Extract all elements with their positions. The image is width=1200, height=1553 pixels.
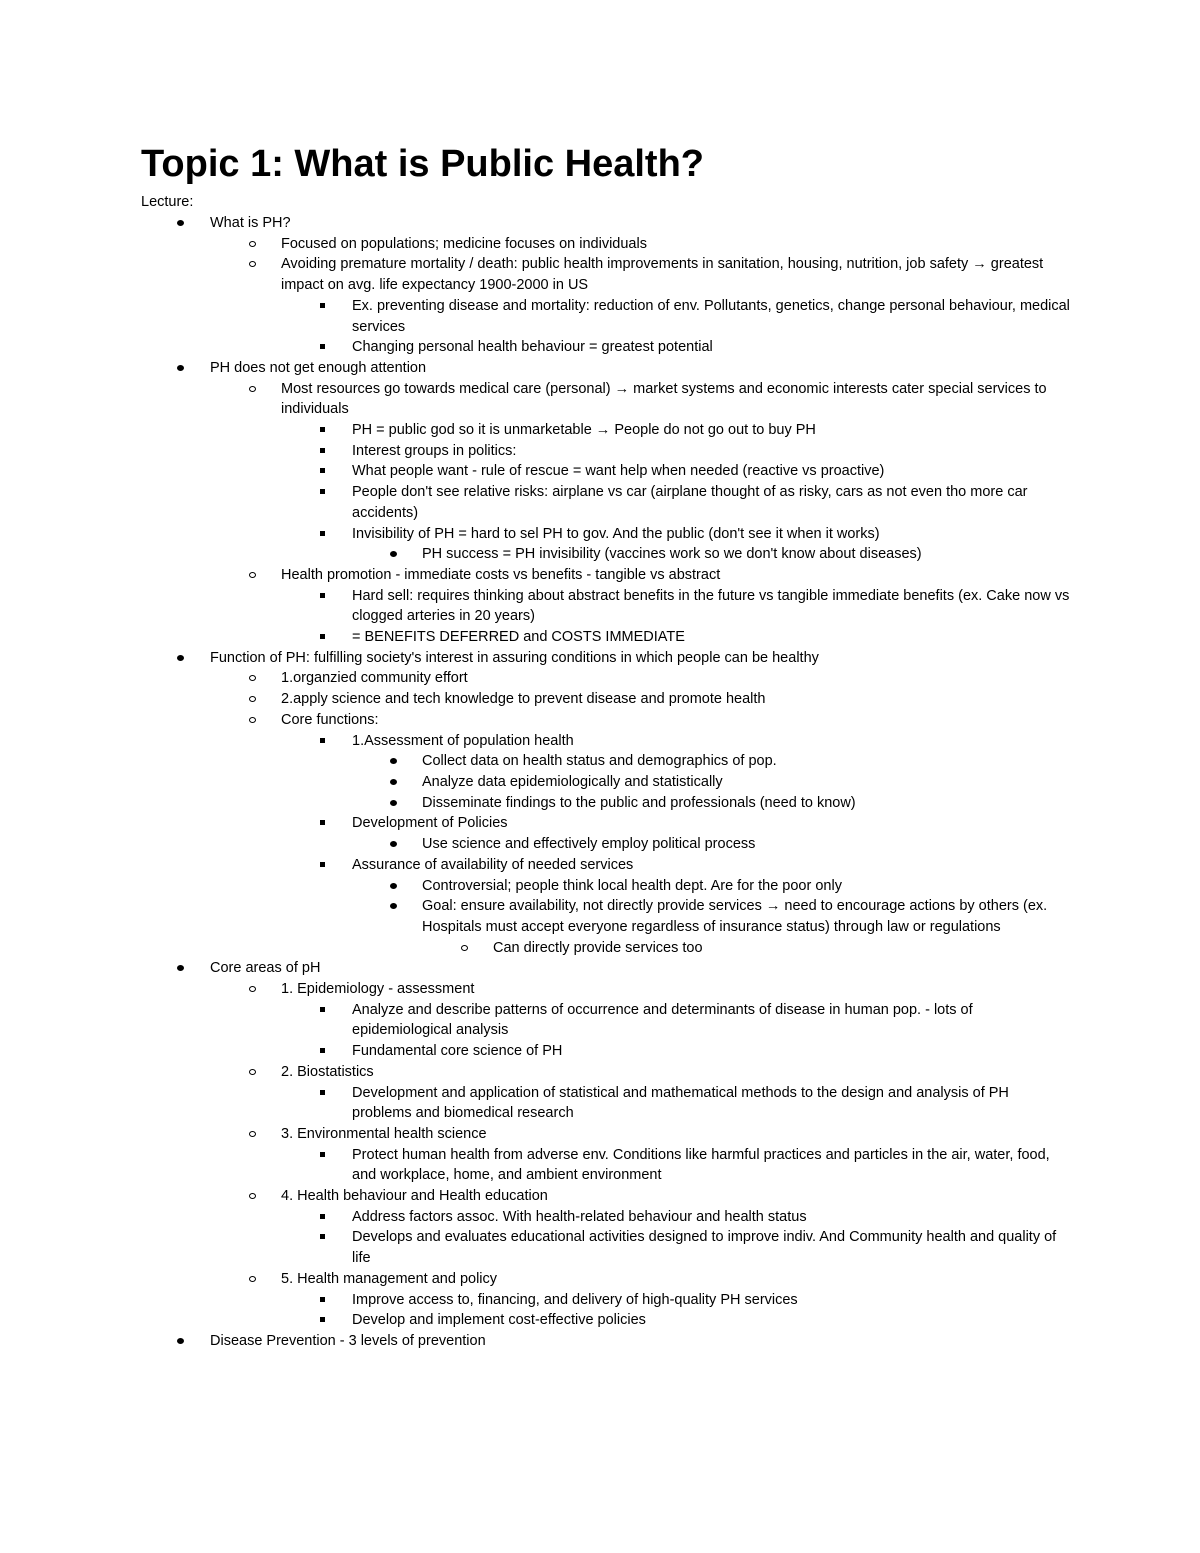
outline-item-text: PH success = PH invisibility (vaccines work so we don't know about diseases) (422, 546, 922, 563)
outline-item-text: = BENEFITS DEFERRED and COSTS IMMEDIATE (352, 629, 685, 646)
outline-item (0, 1310, 1200, 1331)
outline-item-text: Develop and implement cost-effective policies (352, 1312, 646, 1329)
hollow-circle-bullet-icon (246, 1269, 262, 1290)
outline-item (0, 1331, 1200, 1352)
square-bullet-icon (316, 524, 332, 545)
outline-item (0, 586, 1200, 627)
square-bullet-icon (316, 855, 332, 876)
filled-circle-bullet-icon (387, 834, 403, 855)
outline-item (0, 668, 1200, 689)
outline-item-text: 1. Epidemiology - assessment (281, 981, 475, 998)
square-bullet-icon (316, 1290, 332, 1311)
outline-item-text: Controversial; people think local health dept. Are for the poor only (422, 877, 842, 894)
outline-item (0, 938, 1200, 959)
outline-item (0, 379, 1200, 420)
filled-circle-bullet-icon (387, 544, 403, 565)
page-title: Topic 1: What is Public Health? (141, 143, 705, 185)
outline-item (0, 1041, 1200, 1062)
outline-item-text: People don't see relative risks: airplane vs car (airplane thought of as risky, cars as not even tho more car accidents) (352, 484, 1028, 521)
outline-item (0, 772, 1200, 793)
outline-item (0, 1290, 1200, 1311)
square-bullet-icon (316, 441, 332, 462)
filled-circle-bullet-icon (387, 876, 403, 897)
outline-item-text: 2.apply science and tech knowledge to prevent disease and promote health (281, 691, 766, 708)
outline-item-text: Avoiding premature mortality / death: public health improvements in sanitation, housing, nutrition, job safety → greatest impact on avg. life expectancy 1900-2000 in US (281, 256, 1044, 294)
outline-item (0, 958, 1200, 979)
outline-item-text: Disease Prevention - 3 levels of prevention (210, 1332, 486, 1349)
filled-circle-bullet-icon (174, 358, 190, 379)
square-bullet-icon (316, 586, 332, 607)
square-bullet-icon (316, 1207, 332, 1228)
outline-item (0, 461, 1200, 482)
hollow-circle-bullet-icon (246, 979, 262, 1000)
hollow-circle-bullet-icon (246, 1062, 262, 1083)
outline-item-text: PH does not get enough attention (210, 359, 427, 376)
hollow-circle-bullet-icon (246, 1124, 262, 1145)
outline-item-text: Analyze and describe patterns of occurrence and determinants of disease in human pop. - lots of epidemiological analysis (352, 1001, 973, 1039)
outline-item (0, 234, 1200, 255)
filled-circle-bullet-icon (174, 1331, 190, 1352)
outline-item-text: Most resources go towards medical care (personal) → market systems and economic interests cater special services to individuals (281, 380, 1047, 418)
square-bullet-icon (316, 731, 332, 752)
outline-item-text: 4. Health behaviour and Health education (281, 1188, 548, 1205)
outline-item-text: Develops and evaluates educational activities designed to improve indiv. And Community health and quality of life (352, 1229, 1057, 1267)
outline-item-text: Analyze data epidemiologically and statistically (422, 773, 723, 790)
hollow-circle-bullet-icon (246, 254, 262, 275)
filled-circle-bullet-icon (387, 793, 403, 814)
filled-circle-bullet-icon (174, 648, 190, 669)
outline-item-text: Focused on populations; medicine focuses on individuals (281, 235, 647, 252)
square-bullet-icon (316, 1041, 332, 1062)
notes-outline (0, 213, 1200, 1352)
outline-item-text: Development and application of statistical and mathematical methods to the design and analysis of PH problems and biomedical research (352, 1084, 1009, 1122)
outline-item-text: 1.Assessment of population health (352, 732, 574, 749)
hollow-circle-bullet-icon (246, 710, 262, 731)
outline-item (0, 813, 1200, 834)
filled-circle-bullet-icon (174, 213, 190, 234)
hollow-circle-bullet-icon (246, 565, 262, 586)
outline-item (0, 296, 1200, 337)
outline-item-text: Address factors assoc. With health-related behaviour and health status (352, 1208, 807, 1225)
outline-item (0, 751, 1200, 772)
square-bullet-icon (316, 1000, 332, 1021)
outline-item (0, 482, 1200, 523)
square-bullet-icon (316, 461, 332, 482)
hollow-circle-bullet-icon (246, 379, 262, 400)
outline-item-text: Protect human health from adverse env. Conditions like harmful practices and particles in the air, water, food, and workplace, home, and ambient environment (352, 1146, 1050, 1184)
outline-item-text: Improve access to, financing, and delivery of high-quality PH services (352, 1291, 798, 1308)
square-bullet-icon (316, 1083, 332, 1104)
outline-item (0, 254, 1200, 295)
outline-item (0, 1269, 1200, 1290)
square-bullet-icon (316, 482, 332, 503)
filled-circle-bullet-icon (174, 958, 190, 979)
outline-item (0, 710, 1200, 731)
outline-item (0, 524, 1200, 545)
square-bullet-icon (316, 813, 332, 834)
outline-item-text: Collect data on health status and demographics of pop. (422, 753, 777, 770)
square-bullet-icon (316, 337, 332, 358)
outline-item-text: Core areas of pH (210, 960, 321, 977)
outline-item-text: Interest groups in politics: (352, 442, 517, 459)
outline-item-text: Disseminate findings to the public and professionals (need to know) (422, 794, 856, 811)
hollow-circle-bullet-icon (246, 668, 262, 689)
square-bullet-icon (316, 1145, 332, 1166)
outline-item-text: Core functions: (281, 711, 379, 728)
outline-item-text: What is PH? (210, 215, 291, 231)
filled-circle-bullet-icon (387, 896, 403, 917)
outline-item-text: 1.organzied community effort (281, 670, 468, 687)
outline-item (0, 544, 1200, 565)
outline-item (0, 689, 1200, 710)
hollow-circle-bullet-icon (246, 1186, 262, 1207)
outline-item-text: Can directly provide services too (493, 939, 703, 956)
outline-item-text: Goal: ensure availability, not directly provide services → need to encourage actions by others (ex. Hospitals must accept everyone regardless of insurance status) through law or regulations (422, 898, 1048, 935)
outline-item-text: Fundamental core science of PH (352, 1043, 563, 1060)
outline-item-text: Hard sell: requires thinking about abstract benefits in the future vs tangible immediate benefits (ex. Cake now vs clogged arteries in 20 years) (352, 587, 1070, 625)
outline-item (0, 213, 1200, 234)
square-bullet-icon (316, 1227, 332, 1248)
outline-item (0, 441, 1200, 462)
outline-item-text: Use science and effectively employ political process (422, 836, 756, 853)
filled-circle-bullet-icon (387, 751, 403, 772)
outline-item-text: Assurance of availability of needed services (352, 856, 634, 873)
outline-item (0, 1000, 1200, 1041)
outline-item (0, 855, 1200, 876)
outline-item (0, 358, 1200, 379)
outline-item-text: Health promotion - immediate costs vs benefits - tangible vs abstract (281, 566, 721, 583)
outline-item (0, 876, 1200, 897)
outline-item (0, 731, 1200, 752)
square-bullet-icon (316, 1310, 332, 1331)
outline-item (0, 1124, 1200, 1145)
outline-item (0, 834, 1200, 855)
outline-item (0, 1145, 1200, 1186)
hollow-circle-bullet-icon (246, 689, 262, 710)
outline-item-text: Invisibility of PH = hard to sel PH to gov. And the public (don't see it when it works) (352, 525, 880, 542)
outline-item (0, 896, 1200, 937)
outline-item (0, 979, 1200, 1000)
outline-item-text: 5. Health management and policy (281, 1270, 498, 1287)
outline-item (0, 420, 1200, 441)
square-bullet-icon (316, 627, 332, 648)
outline-item (0, 565, 1200, 586)
section-label: Lecture: (141, 194, 194, 210)
outline-item (0, 1062, 1200, 1083)
outline-item (0, 793, 1200, 814)
outline-item-text: Function of PH: fulfilling society's interest in assuring conditions in which people can be healthy (210, 649, 819, 666)
outline-item (0, 337, 1200, 358)
outline-item (0, 1207, 1200, 1228)
outline-item (0, 1186, 1200, 1207)
outline-item-text: What people want - rule of rescue = want help when needed (reactive vs proactive) (352, 463, 885, 480)
outline-item-text: PH = public god so it is unmarketable → People do not go out to buy PH (352, 422, 816, 439)
outline-item (0, 1227, 1200, 1268)
square-bullet-icon (316, 296, 332, 317)
hollow-circle-bullet-icon (458, 938, 474, 959)
outline-item-text: Development of Policies (352, 815, 508, 832)
hollow-circle-bullet-icon (246, 234, 262, 255)
outline-item (0, 648, 1200, 669)
square-bullet-icon (316, 420, 332, 441)
outline-item (0, 1083, 1200, 1124)
outline-item-text: 3. Environmental health science (281, 1125, 487, 1142)
outline-item-text: 2. Biostatistics (281, 1063, 374, 1080)
outline-item (0, 627, 1200, 648)
outline-item-text: Ex. preventing disease and mortality: reduction of env. Pollutants, genetics, change personal behaviour, medical services (352, 297, 1070, 335)
filled-circle-bullet-icon (387, 772, 403, 793)
outline-item-text: Changing personal health behaviour = greatest potential (352, 339, 713, 356)
